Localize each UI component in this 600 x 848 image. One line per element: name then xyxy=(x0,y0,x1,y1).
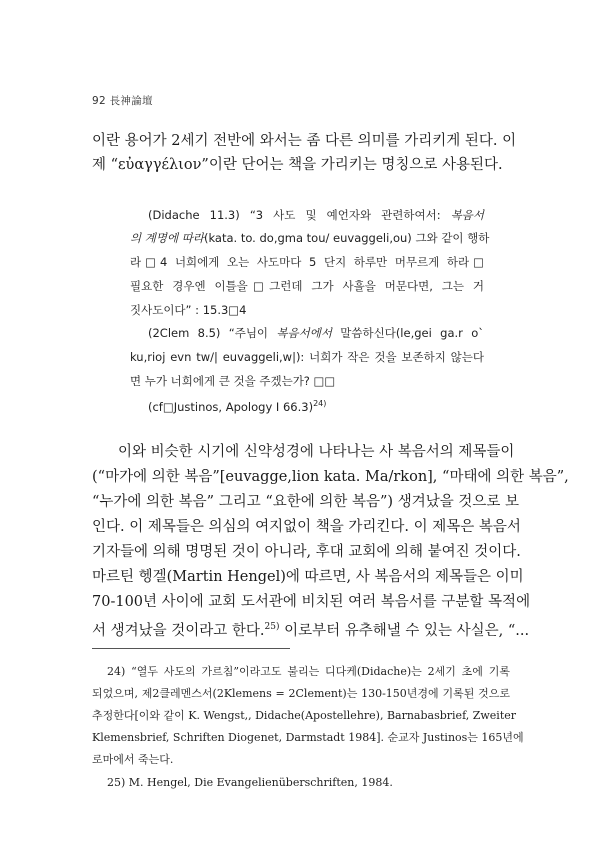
quote-didache-line-3: 라□4 너희에게 오는 사도마다 5 단지 하루만 머무르게 하라□ xyxy=(130,255,484,269)
quote-italic: 의 계명에 따라 xyxy=(130,231,204,245)
footnote-divider xyxy=(92,648,290,649)
quote-text: (Didache 11.3) “3 사도 및 예언자와 관련하여서: xyxy=(148,208,451,222)
quote-didache-line-5: 짓사도이다” : 15.3□4 xyxy=(130,303,247,317)
quote-italic: 복음서 xyxy=(450,208,484,222)
para-line-6: 마르틴 헹겔(Martin Hengel)에 따르면, 사 복음서의 제목들은 이미 xyxy=(92,569,524,585)
footnote-24-line-4: Klemensbrief, Schriften Diogenet, Darmstadt 1984]. 순교자 Justinos는 165년에 xyxy=(92,731,524,744)
footnote-ref-25[interactable]: 25) xyxy=(264,622,280,632)
quote-didache-line-1 xyxy=(148,207,484,223)
quote-text: (2Clem 8.5) “주님이 xyxy=(148,326,277,340)
quote-clem-line-1 xyxy=(148,325,484,341)
quote-text: (cf□Justinos, Apology I 66.3) xyxy=(148,399,314,414)
para-line-5: 기자들에 의해 명명된 것이 아니라, 후대 교회에 의해 붙여진 것이다. xyxy=(92,544,521,560)
quote-text: 말씀하신다(le,gei ga.r o` xyxy=(331,326,484,340)
para-line-4: 인다. 이 제목들은 의심의 여지없이 책을 가리킨다. 이 제목은 복음서 xyxy=(92,519,521,535)
quote-didache-line-4: 필요한 경우엔 이틀을□그런데 그가 사흘을 머문다면, 그는 거 xyxy=(130,279,484,293)
quote-justin-line xyxy=(148,396,484,415)
para-line-8 xyxy=(92,617,530,641)
footnote-25: 25) M. Hengel, Die Evangelienüberschriften, 1984. xyxy=(107,776,393,789)
quote-didache-line-2 xyxy=(130,230,490,246)
quote-text: (kata. to. do,gma tou/ euvaggeli,ou) 그와 같이 행하 xyxy=(203,231,490,245)
para-line-1: 이와 비슷한 시기에 신약성경에 나타나는 사 복음서의 제목들이 xyxy=(118,444,515,460)
intro-line-2: 제 “εὐαγγέλιον”이란 단어는 책을 가리키는 명칭으로 사용된다. xyxy=(92,157,503,173)
footnote-24-line-5: 로마에서 죽는다. xyxy=(92,753,174,766)
para-line-3: “누가에 의한 복음” 그리고 “요한에 의한 복음”) 생겨났을 것으로 보 xyxy=(92,494,519,510)
para-text: 이로부터 유추해낼 수 있는 사실은, “... xyxy=(279,622,530,639)
para-text: 서 생겨났을 것이라고 한다. xyxy=(92,622,265,639)
footnote-24-line-2: 되었으며, 제2클레멘스서(2Klemens = 2Clement)는 130-150년경에 기록된 것으로 xyxy=(92,687,510,700)
quote-italic: 복음서에서 xyxy=(276,326,332,340)
footnote-ref-24[interactable]: 24) xyxy=(313,399,327,408)
para-line-7: 70-100년 사이에 교회 도서관에 비치된 여러 복음서를 구분할 목적에 xyxy=(92,594,531,610)
quote-clem-line-2: ku,rioj evn tw/| euvaggeli,w|): 너희가 작은 것을 보존하지 않는다 xyxy=(130,350,484,364)
footnote-24-line-3: 추정한다[이와 같이 K. Wengst,, Didache(Apostellehre), Barnabasbrief, Zweiter xyxy=(92,709,517,722)
running-head: 92 長神論壇 xyxy=(92,95,153,107)
para-line-2: (“마가에 의한 복음”[euvagge,lion kata. Ma/rkon], “마태에 의한 복음”, xyxy=(92,469,569,485)
intro-line-1: 이란 용어가 2세기 전반에 와서는 좀 다른 의미를 가리키게 된다. 이 xyxy=(92,133,517,149)
quote-clem-line-3: 면 누가 너희에게 큰 것을 주겠는가? □□ xyxy=(130,374,336,388)
footnote-24-line-1: 24) “열두 사도의 가르침”이라고도 불리는 디다케(Didache)는 2세기 초에 기록 xyxy=(107,665,510,678)
